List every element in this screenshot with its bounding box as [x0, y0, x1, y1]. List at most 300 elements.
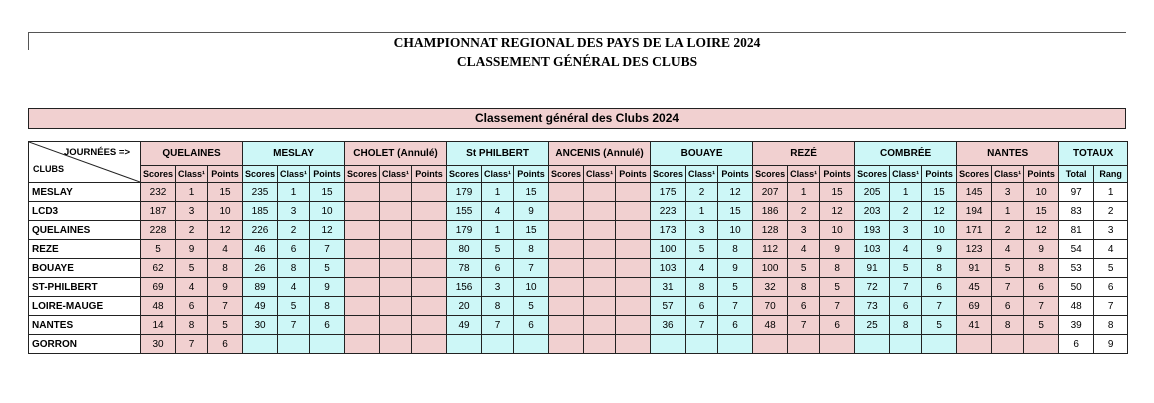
sub-header-class: Class¹ — [992, 166, 1024, 183]
cell-class — [380, 202, 412, 221]
cell-points: 15 — [1024, 202, 1059, 221]
cell-class: 5 — [992, 259, 1024, 278]
table-row — [29, 297, 1128, 316]
sub-header-class: Class¹ — [482, 166, 514, 183]
cell-class — [584, 221, 616, 240]
cell-class: 3 — [890, 221, 922, 240]
cell-class: 3 — [788, 221, 820, 240]
cell-score: 123 — [957, 240, 992, 259]
cell-points: 10 — [820, 221, 855, 240]
cell-score — [345, 240, 380, 259]
cell-points: 10 — [1024, 183, 1059, 202]
cell-score: 57 — [651, 297, 686, 316]
cell-class: 4 — [278, 278, 310, 297]
sub-header-scores: Scores — [447, 166, 482, 183]
cell-score: 91 — [855, 259, 890, 278]
club-name: BOUAYE — [29, 259, 141, 278]
cell-score: 186 — [753, 202, 788, 221]
corner-journees-label: JOURNÉES => — [64, 147, 130, 158]
cell-score: 62 — [141, 259, 176, 278]
cell-points: 12 — [718, 183, 753, 202]
cell-points: 7 — [922, 297, 957, 316]
section-banner: Classement général des Clubs 2024 — [28, 108, 1126, 129]
cell-class: 3 — [176, 202, 208, 221]
cell-score: 48 — [141, 297, 176, 316]
cell-class: 1 — [788, 183, 820, 202]
cell-points: 8 — [1024, 259, 1059, 278]
cell-rang: 5 — [1094, 259, 1128, 278]
cell-points: 15 — [922, 183, 957, 202]
club-name: LOIRE-MAUGE — [29, 297, 141, 316]
cell-points — [718, 335, 753, 354]
cell-class: 6 — [890, 297, 922, 316]
cell-score — [855, 335, 890, 354]
sub-header-scores: Scores — [651, 166, 686, 183]
cell-class: 2 — [278, 221, 310, 240]
cell-class — [380, 335, 412, 354]
cell-class — [584, 202, 616, 221]
cell-class: 4 — [176, 278, 208, 297]
cell-class: 8 — [278, 259, 310, 278]
cell-points: 7 — [718, 297, 753, 316]
cell-score: 193 — [855, 221, 890, 240]
cell-class: 4 — [788, 240, 820, 259]
cell-points: 6 — [820, 316, 855, 335]
cell-class: 7 — [482, 316, 514, 335]
club-name: GORRON — [29, 335, 141, 354]
cell-class: 4 — [992, 240, 1024, 259]
journee-header: CHOLET (Annulé) — [345, 142, 447, 166]
cell-class — [584, 278, 616, 297]
cell-points — [616, 259, 651, 278]
cell-score: 5 — [141, 240, 176, 259]
cell-score: 31 — [651, 278, 686, 297]
standings-table — [28, 141, 1128, 354]
cell-score: 103 — [651, 259, 686, 278]
sub-header-points: Points — [922, 166, 957, 183]
cell-class: 1 — [686, 202, 718, 221]
cell-score — [549, 183, 584, 202]
sub-header-points: Points — [820, 166, 855, 183]
cell-score: 36 — [651, 316, 686, 335]
cell-class: 7 — [890, 278, 922, 297]
cell-score — [345, 316, 380, 335]
cell-points: 12 — [922, 202, 957, 221]
cell-points: 8 — [208, 259, 243, 278]
cell-class: 1 — [992, 202, 1024, 221]
cell-class: 3 — [278, 202, 310, 221]
cell-score: 78 — [447, 259, 482, 278]
sub-header-scores: Scores — [345, 166, 380, 183]
cell-score — [957, 335, 992, 354]
cell-score: 30 — [243, 316, 278, 335]
table-row — [29, 316, 1128, 335]
cell-score — [345, 278, 380, 297]
cell-points: 6 — [718, 316, 753, 335]
cell-total: 48 — [1059, 297, 1094, 316]
cell-score: 103 — [855, 240, 890, 259]
cell-class: 4 — [890, 240, 922, 259]
cell-total: 83 — [1059, 202, 1094, 221]
cell-score — [753, 335, 788, 354]
cell-class: 7 — [176, 335, 208, 354]
sub-header-class: Class¹ — [686, 166, 718, 183]
cell-points — [412, 316, 447, 335]
cell-score: 223 — [651, 202, 686, 221]
cell-points — [412, 183, 447, 202]
club-name: LCD3 — [29, 202, 141, 221]
cell-class: 6 — [278, 240, 310, 259]
cell-points — [412, 202, 447, 221]
cell-score: 179 — [447, 183, 482, 202]
cell-score: 228 — [141, 221, 176, 240]
cell-points — [1024, 335, 1059, 354]
cell-score — [549, 240, 584, 259]
cell-points: 12 — [310, 221, 345, 240]
cell-points — [412, 221, 447, 240]
cell-score: 232 — [141, 183, 176, 202]
cell-points: 6 — [208, 335, 243, 354]
cell-score: 26 — [243, 259, 278, 278]
cell-points: 12 — [820, 202, 855, 221]
cell-score — [345, 297, 380, 316]
cell-score: 226 — [243, 221, 278, 240]
cell-points — [616, 202, 651, 221]
cell-points: 15 — [514, 183, 549, 202]
cell-points: 8 — [718, 240, 753, 259]
cell-points: 7 — [310, 240, 345, 259]
cell-rang: 1 — [1094, 183, 1128, 202]
sub-header-points: Points — [514, 166, 549, 183]
cell-total: 54 — [1059, 240, 1094, 259]
cell-score: 45 — [957, 278, 992, 297]
cell-points: 10 — [718, 221, 753, 240]
cell-score — [345, 202, 380, 221]
cell-points: 5 — [208, 316, 243, 335]
cell-score — [651, 335, 686, 354]
cell-class: 9 — [176, 240, 208, 259]
cell-points: 7 — [1024, 297, 1059, 316]
corner-header — [29, 142, 141, 183]
cell-points — [412, 335, 447, 354]
cell-score: 112 — [753, 240, 788, 259]
journee-header: ANCENIS (Annulé) — [549, 142, 651, 166]
cell-class: 1 — [482, 221, 514, 240]
cell-total: 6 — [1059, 335, 1094, 354]
cell-class — [380, 240, 412, 259]
cell-points: 15 — [208, 183, 243, 202]
cell-points: 10 — [208, 202, 243, 221]
cell-class: 5 — [686, 240, 718, 259]
sub-header-rang: Rang — [1094, 166, 1128, 183]
cell-score — [447, 335, 482, 354]
cell-points: 12 — [208, 221, 243, 240]
cell-total: 53 — [1059, 259, 1094, 278]
cell-points: 5 — [922, 316, 957, 335]
table-row — [29, 335, 1128, 354]
cell-score — [345, 183, 380, 202]
cell-points — [412, 278, 447, 297]
cell-points: 9 — [514, 202, 549, 221]
cell-score: 205 — [855, 183, 890, 202]
cell-class: 2 — [890, 202, 922, 221]
cell-class — [584, 240, 616, 259]
cell-class: 7 — [788, 316, 820, 335]
cell-class — [380, 183, 412, 202]
cell-score: 49 — [447, 316, 482, 335]
cell-score: 72 — [855, 278, 890, 297]
cell-total: 39 — [1059, 316, 1094, 335]
sub-header-class: Class¹ — [584, 166, 616, 183]
sub-header-scores: Scores — [141, 166, 176, 183]
cell-class: 7 — [686, 316, 718, 335]
club-name: ST-PHILBERT — [29, 278, 141, 297]
cell-points: 9 — [820, 240, 855, 259]
cell-score — [345, 221, 380, 240]
cell-score: 30 — [141, 335, 176, 354]
cell-total: 81 — [1059, 221, 1094, 240]
cell-score: 69 — [957, 297, 992, 316]
cell-class: 6 — [686, 297, 718, 316]
cell-score: 171 — [957, 221, 992, 240]
cell-score: 100 — [651, 240, 686, 259]
cell-score: 46 — [243, 240, 278, 259]
cell-class: 2 — [686, 183, 718, 202]
cell-points — [820, 335, 855, 354]
cell-points: 7 — [514, 259, 549, 278]
journee-header: QUELAINES — [141, 142, 243, 166]
journee-header: BOUAYE — [651, 142, 753, 166]
cell-points — [922, 335, 957, 354]
cell-class: 7 — [992, 278, 1024, 297]
sub-header-scores: Scores — [855, 166, 890, 183]
cell-points: 5 — [820, 278, 855, 297]
cell-class: 8 — [176, 316, 208, 335]
cell-class — [584, 316, 616, 335]
cell-total: 50 — [1059, 278, 1094, 297]
cell-score: 155 — [447, 202, 482, 221]
sub-header-scores: Scores — [753, 166, 788, 183]
cell-class — [584, 335, 616, 354]
cell-points: 9 — [718, 259, 753, 278]
cell-class: 5 — [788, 259, 820, 278]
cell-points: 6 — [922, 278, 957, 297]
cell-total: 97 — [1059, 183, 1094, 202]
cell-rang: 7 — [1094, 297, 1128, 316]
cell-class — [788, 335, 820, 354]
cell-class: 8 — [890, 316, 922, 335]
cell-points: 12 — [1024, 221, 1059, 240]
cell-class — [584, 297, 616, 316]
cell-class: 5 — [278, 297, 310, 316]
cell-class: 3 — [482, 278, 514, 297]
cell-points — [616, 278, 651, 297]
cell-score — [549, 316, 584, 335]
cell-score — [345, 335, 380, 354]
table-row — [29, 221, 1128, 240]
cell-score: 70 — [753, 297, 788, 316]
cell-class — [380, 278, 412, 297]
cell-class — [584, 183, 616, 202]
table-row — [29, 240, 1128, 259]
cell-points — [616, 240, 651, 259]
top-rule — [28, 32, 1126, 33]
cell-class: 8 — [788, 278, 820, 297]
cell-class: 1 — [890, 183, 922, 202]
cell-class: 6 — [176, 297, 208, 316]
cell-rang: 6 — [1094, 278, 1128, 297]
table-row — [29, 183, 1128, 202]
totals-header: TOTAUX — [1059, 142, 1128, 166]
cell-points: 8 — [820, 259, 855, 278]
cell-rang: 8 — [1094, 316, 1128, 335]
cell-class — [584, 259, 616, 278]
cell-class: 1 — [176, 183, 208, 202]
cell-points: 7 — [208, 297, 243, 316]
sub-header-scores: Scores — [957, 166, 992, 183]
sub-header-points: Points — [616, 166, 651, 183]
cell-score: 69 — [141, 278, 176, 297]
cell-points: 9 — [1024, 240, 1059, 259]
cell-points — [412, 297, 447, 316]
page-title: CHAMPIONNAT REGIONAL DES PAYS DE LA LOIRE 2024 — [393, 35, 761, 50]
cell-points — [514, 335, 549, 354]
cell-score: 20 — [447, 297, 482, 316]
cell-points: 15 — [514, 221, 549, 240]
cell-points — [616, 183, 651, 202]
cell-points: 6 — [514, 316, 549, 335]
sub-header-points: Points — [1024, 166, 1059, 183]
cell-points: 5 — [718, 278, 753, 297]
cell-score: 48 — [753, 316, 788, 335]
cell-class: 4 — [686, 259, 718, 278]
cell-class — [380, 316, 412, 335]
cell-score: 25 — [855, 316, 890, 335]
cell-class — [992, 335, 1024, 354]
cell-score — [243, 335, 278, 354]
cell-class — [278, 335, 310, 354]
cell-points: 15 — [310, 183, 345, 202]
journee-header: COMBRÉE — [855, 142, 957, 166]
cell-rang: 3 — [1094, 221, 1128, 240]
sub-header-class: Class¹ — [890, 166, 922, 183]
cell-score — [549, 259, 584, 278]
cell-score: 32 — [753, 278, 788, 297]
cell-points: 10 — [922, 221, 957, 240]
cell-score: 100 — [753, 259, 788, 278]
cell-class: 8 — [686, 278, 718, 297]
cell-score: 156 — [447, 278, 482, 297]
journee-header: St PHILBERT — [447, 142, 549, 166]
cell-points: 15 — [820, 183, 855, 202]
cell-score — [549, 335, 584, 354]
cell-points: 5 — [310, 259, 345, 278]
cell-points: 5 — [1024, 316, 1059, 335]
cell-points: 6 — [1024, 278, 1059, 297]
cell-score — [345, 259, 380, 278]
cell-rang: 9 — [1094, 335, 1128, 354]
club-name: NANTES — [29, 316, 141, 335]
cell-points — [616, 316, 651, 335]
sub-header-class: Class¹ — [788, 166, 820, 183]
cell-score: 89 — [243, 278, 278, 297]
cell-score: 41 — [957, 316, 992, 335]
table-row — [29, 278, 1128, 297]
cell-points: 6 — [310, 316, 345, 335]
club-name: MESLAY — [29, 183, 141, 202]
cell-score: 145 — [957, 183, 992, 202]
sub-header-total: Total — [1059, 166, 1094, 183]
cell-class: 2 — [992, 221, 1024, 240]
sub-header-points: Points — [718, 166, 753, 183]
sub-header-scores: Scores — [243, 166, 278, 183]
cell-class — [890, 335, 922, 354]
cell-score — [549, 297, 584, 316]
cell-score: 235 — [243, 183, 278, 202]
cell-class — [380, 221, 412, 240]
cell-class: 8 — [992, 316, 1024, 335]
cell-points: 8 — [514, 240, 549, 259]
club-name: REZE — [29, 240, 141, 259]
cell-rang: 2 — [1094, 202, 1128, 221]
cell-points — [616, 297, 651, 316]
cell-class — [380, 259, 412, 278]
cell-points: 10 — [310, 202, 345, 221]
cell-score: 207 — [753, 183, 788, 202]
cell-class: 6 — [482, 259, 514, 278]
cell-points — [310, 335, 345, 354]
cell-class: 1 — [482, 183, 514, 202]
cell-points: 9 — [922, 240, 957, 259]
sub-header-class: Class¹ — [278, 166, 310, 183]
cell-score: 49 — [243, 297, 278, 316]
cell-points: 8 — [922, 259, 957, 278]
cell-score: 203 — [855, 202, 890, 221]
sub-header-class: Class¹ — [176, 166, 208, 183]
cell-points: 8 — [310, 297, 345, 316]
journee-header: NANTES — [957, 142, 1059, 166]
cell-score — [549, 278, 584, 297]
cell-score: 14 — [141, 316, 176, 335]
cell-points — [412, 240, 447, 259]
cell-class: 3 — [686, 221, 718, 240]
cell-points: 9 — [208, 278, 243, 297]
sub-header-points: Points — [310, 166, 345, 183]
cell-points — [616, 221, 651, 240]
journee-header: REZÉ — [753, 142, 855, 166]
cell-points — [412, 259, 447, 278]
cell-class: 4 — [482, 202, 514, 221]
cell-class — [482, 335, 514, 354]
cell-class — [380, 297, 412, 316]
cell-score: 173 — [651, 221, 686, 240]
cell-score: 128 — [753, 221, 788, 240]
cell-points: 15 — [718, 202, 753, 221]
cell-class: 2 — [788, 202, 820, 221]
cell-score: 187 — [141, 202, 176, 221]
cell-class: 6 — [788, 297, 820, 316]
cell-score — [549, 221, 584, 240]
cell-score — [549, 202, 584, 221]
cell-class: 5 — [890, 259, 922, 278]
sub-header-class: Class¹ — [380, 166, 412, 183]
journee-header: MESLAY — [243, 142, 345, 166]
cell-points: 5 — [514, 297, 549, 316]
corner-clubs-label: CLUBS — [33, 164, 64, 174]
cell-points: 10 — [514, 278, 549, 297]
cell-class — [686, 335, 718, 354]
cell-score: 194 — [957, 202, 992, 221]
